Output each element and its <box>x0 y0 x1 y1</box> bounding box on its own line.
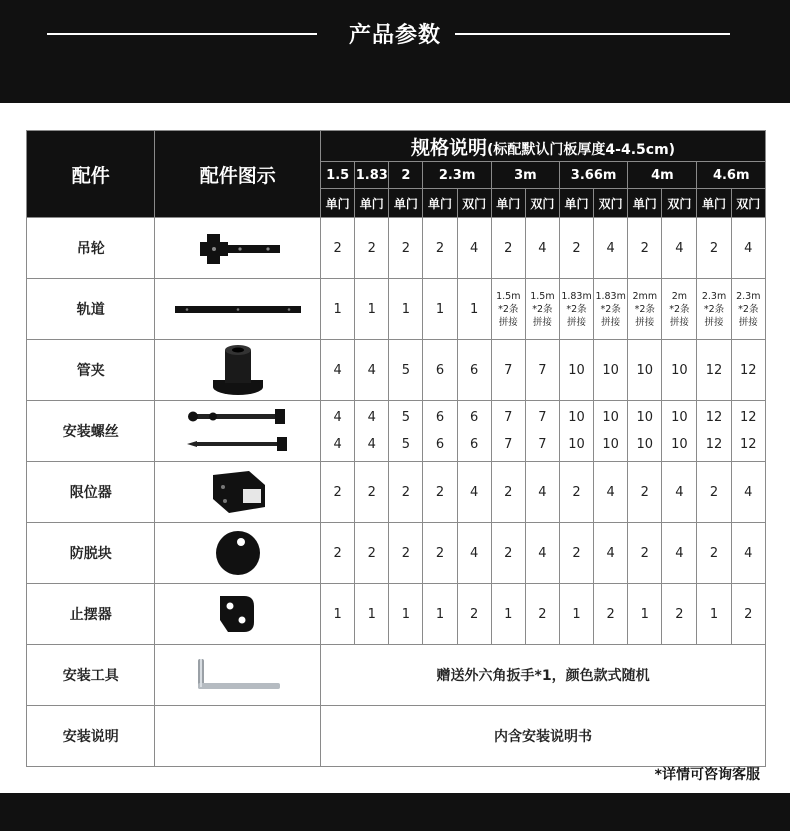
table-row <box>27 523 766 584</box>
size-header: 3.66m <box>559 162 627 189</box>
part-name: 安装说明 <box>27 706 155 767</box>
value-line: 12 <box>705 410 723 425</box>
top-banner <box>0 0 790 103</box>
value-cell <box>731 401 765 462</box>
value-cell: 2 <box>457 584 491 645</box>
spec-table <box>26 130 766 767</box>
detail-line: 2mm <box>632 290 658 302</box>
value-cell <box>594 401 628 462</box>
footer-note: *详情可咨询客服 <box>654 767 760 783</box>
table-row <box>27 584 766 645</box>
value-cell <box>491 401 525 462</box>
value-cell: 2 <box>423 218 457 279</box>
value-cell: 4 <box>525 218 559 279</box>
value-cell: 12 <box>731 340 765 401</box>
part-name: 安装螺丝 <box>27 401 155 462</box>
table-row <box>27 401 766 462</box>
part-image <box>155 645 321 706</box>
value-cell: 1 <box>628 584 662 645</box>
value-cell: 4 <box>662 462 697 523</box>
value-cell: 4 <box>355 340 389 401</box>
detail-line: 拼接 <box>567 316 587 328</box>
value-cell: 4 <box>731 462 765 523</box>
door-type-header: 双门 <box>594 189 628 218</box>
value-cell: 2 <box>628 523 662 584</box>
value-cell: 1 <box>423 584 457 645</box>
value-line: 12 <box>740 437 757 452</box>
detail-line: 拼接 <box>738 316 758 328</box>
detail-line: 2m <box>671 290 688 302</box>
value-cell: 2 <box>628 218 662 279</box>
value-cell: 6 <box>423 340 457 401</box>
table-row <box>27 340 766 401</box>
table-row <box>27 706 766 767</box>
detail-line: 1.83m <box>561 290 592 302</box>
door-type-header: 单门 <box>355 189 389 218</box>
part-name: 安装工具 <box>27 645 155 706</box>
value-cell: 1 <box>321 279 355 340</box>
value-line: 6 <box>470 410 479 425</box>
value-cell <box>355 401 389 462</box>
door-type-header: 双门 <box>457 189 491 218</box>
value-cell: 1 <box>355 279 389 340</box>
value-line: 7 <box>538 410 547 425</box>
value-line: 10 <box>636 410 654 425</box>
table-row <box>27 279 766 340</box>
value-cell: 10 <box>628 340 662 401</box>
value-line: 10 <box>671 410 688 425</box>
value-line: 4 <box>333 437 342 452</box>
detail-line: *2条 <box>634 303 655 315</box>
value-cell: 4 <box>321 340 355 401</box>
value-cell: 2 <box>697 218 731 279</box>
value-cell: 2 <box>491 462 525 523</box>
value-cell: 1 <box>389 279 423 340</box>
detail-line: 拼接 <box>498 316 518 328</box>
value-cell: 1 <box>697 584 731 645</box>
value-cell: 1 <box>423 279 457 340</box>
value-cell: 1 <box>389 584 423 645</box>
value-cell: 1 <box>457 279 491 340</box>
hanger-wheel-icon <box>155 228 320 268</box>
value-cell: 4 <box>525 462 559 523</box>
value-cell: 2 <box>559 462 593 523</box>
value-cell: 1 <box>559 584 593 645</box>
value-cell: 12 <box>697 340 731 401</box>
merged-cell: 赠送外六角扳手*1，颜色款式随机 <box>321 645 766 706</box>
part-image <box>155 401 321 462</box>
detail-line: 拼接 <box>635 316 655 328</box>
value-line: 10 <box>602 437 619 452</box>
value-line: 7 <box>504 410 513 425</box>
value-cell: 10 <box>594 340 628 401</box>
detail-cell <box>594 279 628 340</box>
detail-line: *2条 <box>600 303 621 315</box>
col-header-image: 配件图示 <box>155 131 321 218</box>
value-line: 7 <box>538 437 547 452</box>
value-line: 5 <box>401 437 411 452</box>
value-cell: 2 <box>697 462 731 523</box>
size-header: 2 <box>389 162 423 189</box>
value-line: 10 <box>636 437 654 452</box>
value-cell <box>423 401 457 462</box>
part-image <box>155 218 321 279</box>
detail-line: 2.3m <box>736 290 761 302</box>
value-cell: 2 <box>559 523 593 584</box>
value-cell: 7 <box>491 340 525 401</box>
value-cell: 4 <box>731 218 765 279</box>
size-header: 4m <box>628 162 697 189</box>
value-cell: 2 <box>731 584 765 645</box>
value-cell: 5 <box>389 340 423 401</box>
value-cell: 10 <box>662 340 697 401</box>
screws-icon <box>155 406 320 456</box>
value-cell <box>457 401 491 462</box>
part-image <box>155 706 321 767</box>
value-cell: 6 <box>457 340 491 401</box>
value-cell: 2 <box>628 462 662 523</box>
door-type-header: 单门 <box>491 189 525 218</box>
detail-line: 拼接 <box>532 316 552 328</box>
door-type-header: 单门 <box>628 189 662 218</box>
value-line: 10 <box>671 437 688 452</box>
door-type-header: 双门 <box>525 189 559 218</box>
size-header: 2.3m <box>423 162 491 189</box>
detail-line: *2条 <box>566 303 587 315</box>
value-cell: 2 <box>662 584 697 645</box>
page-title: 产品参数 <box>348 23 441 48</box>
detail-line: 拼接 <box>704 316 724 328</box>
part-name: 限位器 <box>27 462 155 523</box>
detail-cell <box>559 279 593 340</box>
part-image <box>155 523 321 584</box>
detail-line: 1.83m <box>595 290 626 302</box>
value-cell: 2 <box>389 523 423 584</box>
value-cell: 4 <box>662 523 697 584</box>
door-type-header: 单门 <box>321 189 355 218</box>
value-cell: 2 <box>355 218 389 279</box>
value-cell: 1 <box>355 584 389 645</box>
value-cell: 4 <box>525 523 559 584</box>
value-cell: 4 <box>594 462 628 523</box>
value-cell: 2 <box>423 523 457 584</box>
value-cell: 4 <box>457 218 491 279</box>
value-cell: 4 <box>594 523 628 584</box>
detail-cell <box>525 279 559 340</box>
value-cell: 2 <box>559 218 593 279</box>
value-cell <box>628 401 662 462</box>
value-cell <box>697 401 731 462</box>
value-cell: 2 <box>355 523 389 584</box>
value-line: 7 <box>504 437 513 452</box>
door-type-header: 单门 <box>423 189 457 218</box>
value-cell: 2 <box>697 523 731 584</box>
value-line: 12 <box>705 437 723 452</box>
detail-cell <box>697 279 731 340</box>
door-type-header: 单门 <box>389 189 423 218</box>
part-name: 轨道 <box>27 279 155 340</box>
part-image <box>155 462 321 523</box>
detail-cell <box>731 279 765 340</box>
value-cell: 2 <box>321 462 355 523</box>
value-cell <box>525 401 559 462</box>
value-cell: 2 <box>423 462 457 523</box>
detail-line: 1.5m <box>530 290 555 302</box>
value-cell: 4 <box>731 523 765 584</box>
detail-line: *2条 <box>532 303 553 315</box>
value-cell: 2 <box>389 218 423 279</box>
value-cell: 2 <box>321 523 355 584</box>
detail-cell <box>628 279 662 340</box>
detail-line: 拼接 <box>669 316 689 328</box>
bottom-banner <box>0 793 790 831</box>
value-cell: 2 <box>355 462 389 523</box>
value-cell: 4 <box>457 462 491 523</box>
table-row <box>27 218 766 279</box>
size-header: 3m <box>491 162 559 189</box>
value-cell: 1 <box>491 584 525 645</box>
value-line: 12 <box>740 410 757 425</box>
part-name: 管夹 <box>27 340 155 401</box>
detail-line: 1.5m <box>496 290 521 302</box>
detail-line: *2条 <box>498 303 519 315</box>
value-line: 4 <box>367 437 376 452</box>
door-type-header: 双门 <box>662 189 697 218</box>
detail-cell <box>662 279 697 340</box>
value-cell: 4 <box>457 523 491 584</box>
spec-note: (标配默认门板厚度4-4.5cm) <box>487 141 676 158</box>
value-cell: 2 <box>491 523 525 584</box>
door-type-header: 单门 <box>559 189 593 218</box>
spec-header <box>321 131 766 162</box>
value-line: 4 <box>367 410 376 425</box>
title-line-right <box>455 33 730 35</box>
merged-cell: 内含安装说明书 <box>321 706 766 767</box>
value-line: 6 <box>435 437 445 452</box>
stopper-icon <box>155 467 320 517</box>
col-header-part: 配件 <box>27 131 155 218</box>
value-cell: 2 <box>594 584 628 645</box>
door-type-header: 双门 <box>731 189 765 218</box>
hex-wrench-icon <box>155 655 320 695</box>
track-rail-icon <box>155 299 320 319</box>
size-header: 1.83 <box>355 162 389 189</box>
part-image <box>155 279 321 340</box>
door-type-header: 单门 <box>697 189 731 218</box>
table-row <box>27 462 766 523</box>
value-line: 4 <box>333 410 342 425</box>
size-header: 4.6m <box>697 162 766 189</box>
value-cell: 1 <box>321 584 355 645</box>
part-name: 防脱块 <box>27 523 155 584</box>
value-cell: 2 <box>389 462 423 523</box>
part-image <box>155 584 321 645</box>
pipe-clamp-icon <box>155 342 320 398</box>
spec-title: 规格说明 <box>411 136 488 159</box>
value-cell: 10 <box>559 340 593 401</box>
detail-line: *2条 <box>703 303 725 315</box>
value-cell <box>559 401 593 462</box>
part-image <box>155 340 321 401</box>
value-cell: 4 <box>594 218 628 279</box>
value-line: 6 <box>435 410 445 425</box>
size-header: 1.5 <box>321 162 355 189</box>
value-cell: 7 <box>525 340 559 401</box>
value-line: 10 <box>602 410 619 425</box>
value-cell: 2 <box>321 218 355 279</box>
value-line: 5 <box>401 410 411 425</box>
floor-guide-icon <box>155 592 320 636</box>
part-name: 吊轮 <box>27 218 155 279</box>
value-cell: 2 <box>491 218 525 279</box>
anti-jump-block-icon <box>155 528 320 578</box>
value-cell: 2 <box>525 584 559 645</box>
detail-cell <box>491 279 525 340</box>
part-name: 止摆器 <box>27 584 155 645</box>
value-cell <box>321 401 355 462</box>
detail-line: 拼接 <box>601 316 621 328</box>
value-cell <box>662 401 697 462</box>
detail-line: *2条 <box>738 303 759 315</box>
detail-line: 2.3m <box>701 290 727 302</box>
detail-line: *2条 <box>669 303 690 315</box>
value-cell <box>389 401 423 462</box>
value-cell: 4 <box>662 218 697 279</box>
value-line: 10 <box>568 437 585 452</box>
value-line: 10 <box>568 410 585 425</box>
table-row <box>27 645 766 706</box>
value-line: 6 <box>470 437 479 452</box>
